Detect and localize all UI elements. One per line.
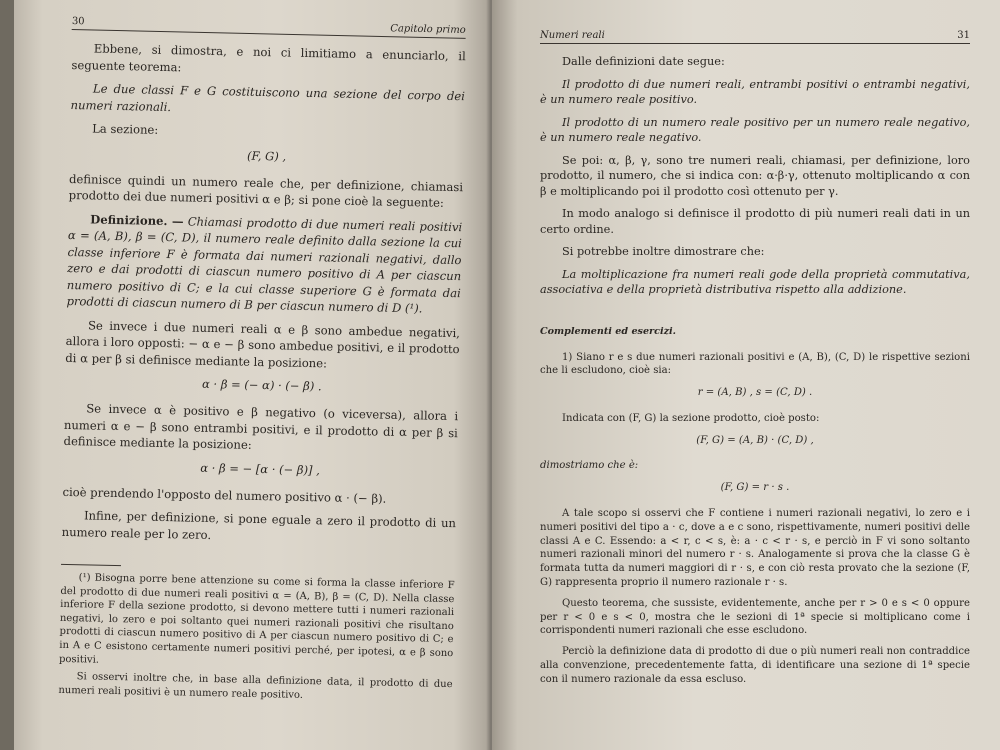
exercise-text: Perciò la definizione data di prodotto di due o più numeri reali non contraddice alla convenzione, precedentemente fatta, di identificare una sezione di 1ª specie con il numero razionale da essa escluso. xyxy=(540,646,970,685)
paragraph: Il prodotto di un numero reale positivo per un numero reale negativo, è un numero reale negativo. xyxy=(540,115,970,144)
paragraph: Se poi: α, β, γ, sono tre numeri reali, chiamasi, per definizione, loro prodotto, il numero, che si indica con: α·β·γ, ottenuto moltiplicando α con β e moltiplicando poi il prodotto così ottenuto per γ. xyxy=(540,153,970,198)
paragraph: Ebbene, si dimostra, e noi ci limitiamo a enunciarlo, il seguente teorema: xyxy=(71,41,466,74)
paragraph: Il prodotto di due numeri reali, entrambi positivi o entrambi negativi, è un numero reale positivo. xyxy=(540,77,970,106)
right-running-head xyxy=(540,30,970,44)
paragraph: La moltiplicazione fra numeri reali gode della proprietà commutativa, associativa e della proprietà distributiva rispetto alla addizione. xyxy=(540,267,970,296)
formula: α · β = − [α · (− β)] , xyxy=(200,460,320,477)
exercise-text: dimostriamo che è: xyxy=(540,460,639,472)
paragraph: Se invece i due numeri reali α e β sono ambedue negativi, allora i loro opposti: − α e − β sono ambedue positivi, e il prodotto di α per β si definisce mediante la posizione: xyxy=(65,317,461,370)
paragraph: definisce quindi un numero reale che, per definizione, chiamasi prodotto dei due numeri positivi α e β; si pone cioè la seguente: xyxy=(68,171,464,210)
footnote-rule xyxy=(61,564,121,566)
section-heading: Complementi ed esercizi. xyxy=(540,325,677,337)
paragraph: In modo analogo si definisce il prodotto di più numeri reali dati in un certo ordine. xyxy=(540,207,970,236)
formula: (F, G) = (A, B) · (C, D) , xyxy=(696,434,814,446)
paragraph: Si potrebbe inoltre dimostrare che: xyxy=(562,245,765,258)
paragraph: Infine, per definizione, si pone eguale a zero il prodotto di un numero reale per lo zero. xyxy=(61,508,457,542)
left-chapter-title: Capitolo primo xyxy=(390,23,466,36)
formula: (F, G) = r · s . xyxy=(720,482,790,494)
left-page-number: 30 xyxy=(71,16,85,28)
exercise-text: Questo teorema, che sussiste, evidentemente, anche per r > 0 e s < 0 oppure per r < 0 e s < 0, mostra che le sezioni di 1ª specie si moltiplicano come i corrispondenti numeri razionali che esse escludono. xyxy=(540,597,970,637)
footnote: (¹) Bisogna porre bene attenzione su come si forma la classe inferiore F del prodotto di due numeri reali positivi α = (A, B), β = (C, D). Nella classe inferiore F della sezione prodotto, si devono mettere tutti i numeri razionali negativi, lo zero e poi soltanto quei numeri razionali positivi che risultano prodotti di ciascun numero positivo di A per ciascun numero positivo di C; e in A e C esistono certamente numeri positivi perché, per ipotesi, α e β sono positivi. xyxy=(58,572,455,666)
formula: r = (A, B) , s = (C, D) . xyxy=(697,387,813,399)
left-page xyxy=(14,0,492,750)
exercise-text: Indicata con (F, G) la sezione prodotto, cioè posto: xyxy=(562,412,820,424)
definition xyxy=(66,210,462,317)
left-running-head xyxy=(72,16,466,39)
left-body xyxy=(58,40,466,705)
exercise-text: 1) Siano r e s due numeri razionali positivi e (A, B), (C, D) le rispettive sezioni che li escludono, cioè sia: xyxy=(540,351,970,377)
theorem-statement: Le due classi F e G costituiscono una sezione del corpo dei numeri razionali. xyxy=(70,81,466,114)
paragraph: Se invece α è positivo e β negativo (o viceversa), allora i numeri α e − β sono entrambi positivi, e il prodotto di α per β si definisce mediante la posizione: xyxy=(63,401,459,452)
footnote: Si osservi inoltre che, in base alla definizione data, il prodotto di due numeri reali positivi è un numero reale positivo. xyxy=(58,671,453,701)
exercise-text: A tale scopo si osservi che F contiene i numeri razionali negativi, lo zero e i numeri positivi del tipo a · c, dove a e c sono, rispettivamente, numeri positivi delle classi A e C. Essendo: a < r, c < s, è: a · c < r · s, e perciò in F vi sono soltanto numeri razionali minori del numero r · s. Analogamente si prova che la classe G è formata tutta da numeri maggiori di r · s, e con ciò resta provato che la sezione (F, G) rappresenta proprio il numero razionale r · s. xyxy=(540,508,970,589)
formula: (F, G) , xyxy=(246,148,287,164)
formula: α · β = (− α) · (− β) . xyxy=(201,376,322,394)
paragraph: cioè prendendo l'opposto del numero positivo α · (− β). xyxy=(62,484,387,506)
paragraph: Dalle definizioni date segue: xyxy=(562,55,725,68)
definition-text: Chiamasi prodotto di due numeri reali positivi α = (A, B), β = (C, D), il numero reale definito dalla sezione la cui classe inferiore F è formata dai numeri razionali negativi, dallo zero e dai prodotti di ciascun numero positivo di A per ciascun numero positivo di C; e la cui classe superiore G è formata dai prodotti di ciascun numero di B per ciascun numero di D (¹). xyxy=(66,213,463,316)
right-page xyxy=(492,0,1000,750)
paragraph: La sezione: xyxy=(92,121,159,137)
definition-label: Definizione. — xyxy=(90,211,184,228)
right-page-number: 31 xyxy=(957,30,970,41)
right-chapter-title: Numeri reali xyxy=(540,30,605,41)
